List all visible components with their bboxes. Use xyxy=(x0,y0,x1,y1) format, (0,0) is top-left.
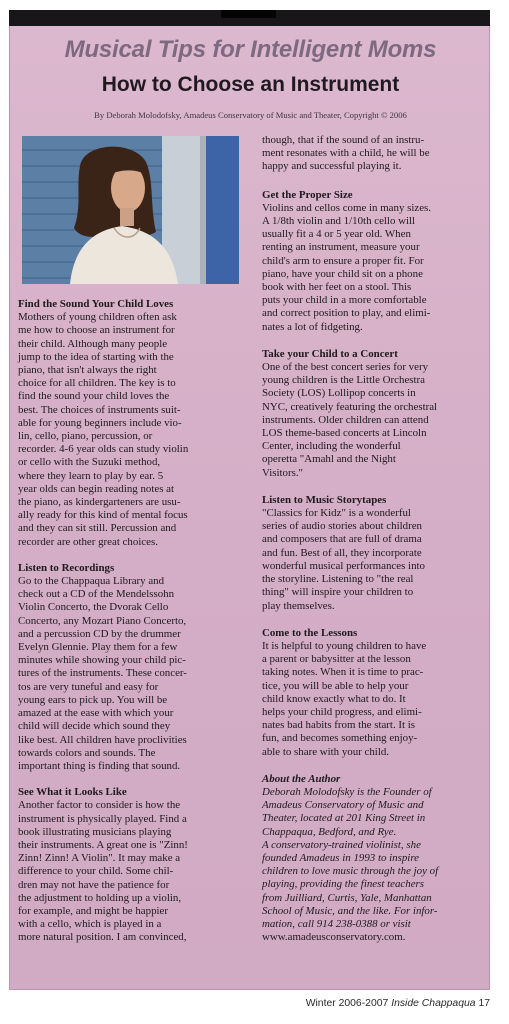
article-title: How to Choose an Instrument xyxy=(101,73,400,96)
section-body: One of the best concert series for very young children is the Little Orchestra Society (LOS) Lollipop concerts in NYC, creatively featuring the orchestral instruments. Older children can attend LOS theme-based concerts at Lincoln Center, including the wonderful operetta "Amahl and the Night Visitors." xyxy=(262,361,438,479)
issue-date: Winter 2006-2007 xyxy=(305,998,389,1009)
section-body: It is helpful to young children to have a parent or babysitter at the lesson taking notes. When it is time to prac- tice, you will be able to help your child know exactly what to do. It helps your child progress, and elimi- nates bad habits from the start. It is fun, and becomes something enjoy- able to share with your child. xyxy=(262,639,427,758)
author-photo xyxy=(22,136,239,284)
section-heading: Listen to Music Storytapes xyxy=(262,493,387,506)
section-about-author xyxy=(262,773,484,945)
author-url: www.amadeusconservatory.com. xyxy=(262,931,406,944)
author-bio: Deborah Molodofsky is the Founder of Amadeus Conservatory of Music and Theater, located at 201 King Street in Chappaqua, Bedford, and Rye. A conservatory-trained violinist, she founded Amadeus in 1993 to inspire children to love music through the joy of playing, providing the finest teachers from Juilliard, Curtis, Yale, Manhattan School of Music, and the like. For infor- mation, call 914 238-0388 or visit xyxy=(262,785,439,930)
section-lessons xyxy=(262,627,484,759)
page-footer xyxy=(270,998,490,1009)
section-heading: Come to the Lessons xyxy=(262,626,358,639)
section-find-sound xyxy=(18,298,242,549)
article-panel xyxy=(9,26,490,990)
series-title: Musical Tips for Intelligent Moms xyxy=(64,36,437,63)
section-listen-recordings xyxy=(18,562,242,773)
section-storytapes xyxy=(262,494,484,613)
top-bar-notch xyxy=(221,10,276,18)
page-number: 17 xyxy=(478,998,490,1009)
byline: By Deborah Molodofsky, Amadeus Conservatory of Music and Theater, Copyright © 2006 xyxy=(94,110,407,120)
section-concert xyxy=(262,348,484,480)
author-portrait-icon xyxy=(22,136,239,284)
section-body: Go to the Chappaqua Library and check out a CD of the Mendelssohn Violin Concerto, the Dvorak Cello Concerto, any Mozart Piano Concerto, and a percussion CD by the drummer Evelyn Glennie. Play them for a few minutes while showing your child pic- tures of the instruments. These concer- tos are very tuneful and easy for young ears to pick up. You will be amazed at the ease with which your child will decide which sound they like best. All children have proclivities towards colors and sounds. The important thing is finding that sound. xyxy=(18,575,187,772)
right-column xyxy=(262,134,484,944)
section-heading: Listen to Recordings xyxy=(18,561,115,574)
magazine-name: Inside Chappaqua xyxy=(391,998,476,1009)
section-body: Another factor to consider is how the instrument is physically played. Find a book illustrating musicians playing their instruments. A great one is "Zinn! Zinn! Zinn! A Violin". It may make a difference to your child. Some chil- dren may not have the patience for the adjustment to holding up a violin, for example, and might be happier with a cello, which is played in a more natural position. I am convinced, xyxy=(18,799,188,944)
section-body: "Classics for Kidz" is a wonderful series of audio stories about children and composers that are full of drama and fun. Best of all, they incorporate wonderful musical performances into the storyline. Listening to "the real thing" will inspire your children to play themselves. xyxy=(262,507,426,612)
top-bar xyxy=(9,10,490,26)
section-body: Mothers of young children often ask me how to choose an instrument for their child. Although many people jump to the idea of starting with the piano, that isn't always the right choice for all children. The key is to find the sound your child loves the best. The choices of instruments suit- able for young beginners include vio- lin, cello, piano, percussion, or recorder. 4-6 year olds can study violin or cello with the Suzuki method, where they learn to play by ear. 5 year olds can begin reading notes at the piano, as kindergarteners are usu- ally ready for this kind of mental focus and they can sit still. Percussion and recorder are other great choices. xyxy=(18,311,189,548)
section-proper-size xyxy=(262,189,484,334)
continued-text: though, that if the sound of an instru- ment resonates with a child, he will be happy and successful playing it. xyxy=(262,134,430,173)
section-heading: See What it Looks Like xyxy=(18,786,127,799)
section-body: Violins and cellos come in many sizes. A 1/8th violin and 1/10th cello will usually fit a 4 or 5 year old. When renting an instrument, measure your child's arm to ensure a proper fit. For piano, have your child sit on a phone book with her feet on a stool. This puts your child in a more comfortable and correct position to play, and elimi- nates a lot of fidgeting. xyxy=(262,201,432,333)
section-see-looks xyxy=(18,786,242,944)
section-heading: Get the Proper Size xyxy=(262,188,353,201)
section-heading: Find the Sound Your Child Loves xyxy=(18,298,174,310)
section-heading: Take your Child to a Concert xyxy=(262,347,398,360)
section-heading: About the Author xyxy=(262,772,341,785)
left-column xyxy=(18,298,242,945)
